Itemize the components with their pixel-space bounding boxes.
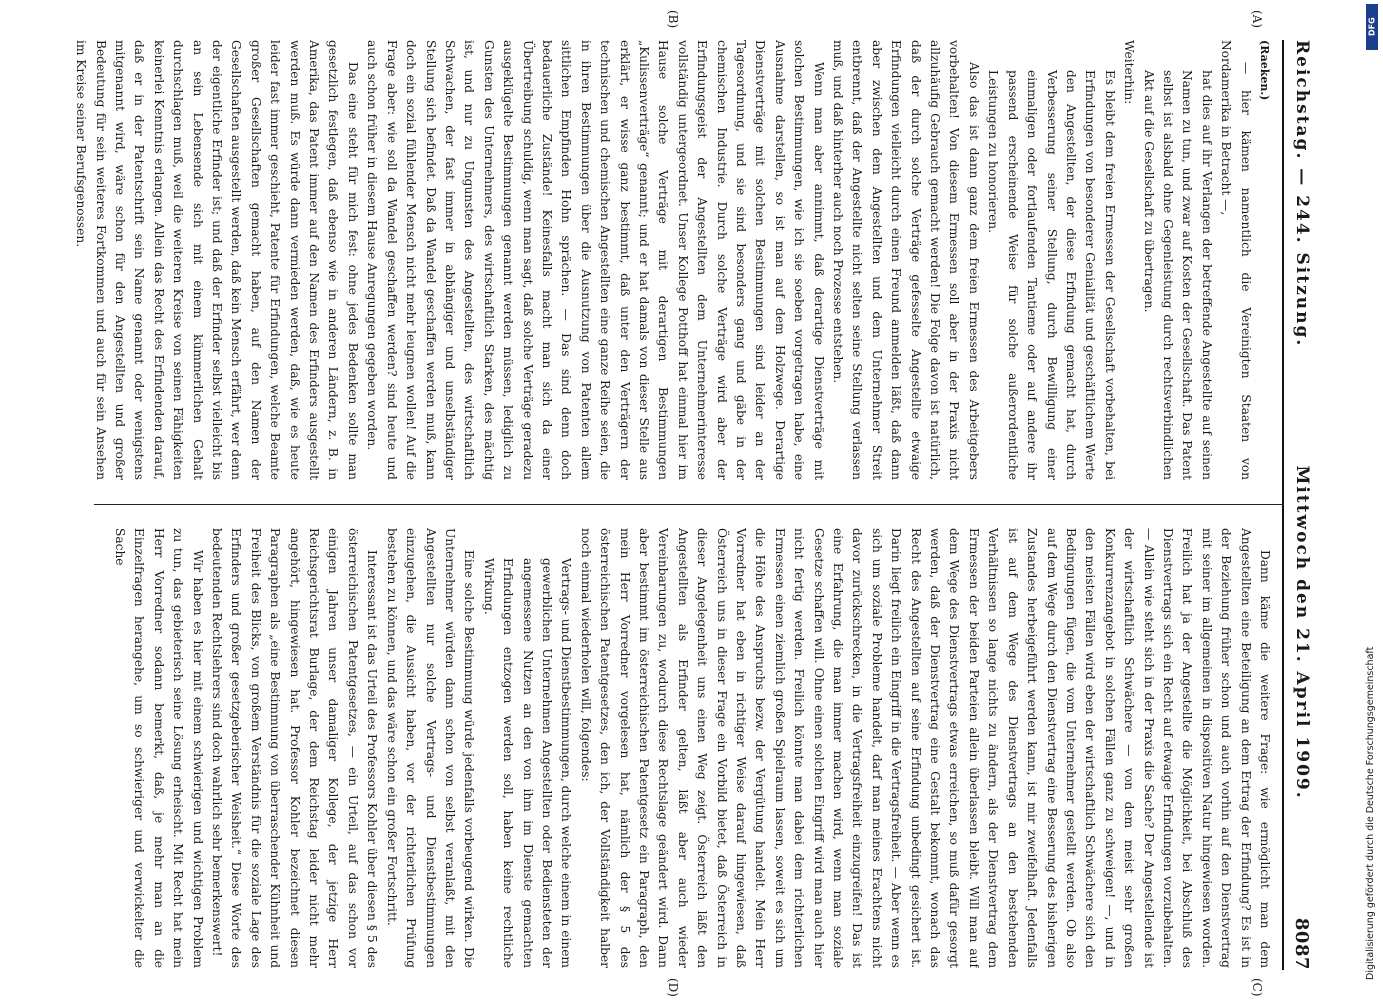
- page-header: [1282, 40, 1320, 970]
- left-paragraph: — hier kämen namentlich die Vereinigten Staaten von Nordamerika in Betracht —,: [1219, 40, 1253, 480]
- digitization-credit: Digitalisierung gefördert durch die Deutsche Forschungsgemeinschaft: [1365, 646, 1376, 980]
- right-paragraph: Eine solche Bestimmung würde jedenfalls vorbeugend wirken. Die Unternehmer würden dann schon von selbst veranlaßt, mit den Angestellten nur solche Vertrags- und Dienstbestimmungen einzugehen, die Aussicht haben, vor der richterlichen Prüfung bestehen zu können, und das wäre schon ein großer Fortschritt.: [384, 528, 477, 968]
- column-rule: [94, 504, 1274, 505]
- right-paragraph: Dann käme die weitere Frage: wie ermöglicht man dem Angestellten eine Beteiligung an dem Ertrag der Erfindung? Es ist in der Beziehung früher schon und auch vorhin auf den Dienstvertrag mit seiner im allgemeinen in dispositiven Natur hingewiesen worden. Freilich hat ja der Angestellte die Möglichkeit, bei Abschluß des Dienstvertrags sich ein Recht auf etwaige Erfindungen vorzubehalten. — Allein wie steht sich in der Praxis die Sache? Der Angestellende ist der wirtschaftlich Schwächere — von dem meist sehr großen Konkurrenzangebot in solchen Fällen ganz zu schweigen! —, und in den meisten Fällen wird eben der wirtschaftlich Schwächere sich den Bedingungen fügen, die vom Unternehmer gestellt werden. Ob also auf dem Wege durch den Dienstvertrag eine Besserung des bisherigen Zustandes herbeigeführt werden kann, ist mir zweifelhaft. Jedenfalls ist auf dem Wege des Dienstvertrags an den bestehenden Verhältnissen so lange nichts zu ändern, als der Dienstvertrag dem Ermessen der beiden Parteien allein überlassen bleibt. Will man auf dem Wege des Dienstvertrags etwas erreichen, so muß dafür gesorgt werden, daß der Dienstvertrag eine Gestalt bekommt, wonach das Recht des Angestellten auf seine Erfindung unbedingt gesichert ist. Darin liegt freilich ein Eingriff in die Vertragsfreiheit. — Aber wenn es sich um soziale Probleme handelt, darf man meines Erachtens nicht davor zurückschrecken, in die Vertragsfreiheit einzugreifen! Das ist eine Erfahrung, die man immer machen wird, wenn man soziale Gesetze schaffen will. Ohne einen solchen Eingriff wird man auch hier nicht fertig werden. Freilich könnte man dabei dem richterlichen Ermessen einen ziemlich großen Spielraum lassen, soweit es sich um die Höhe des Anspruchs bezw. der Vergütung handelt. Mein Herr Vorredner hat eben in richtiger Weise darauf hingewiesen, daß Österreich uns in dieser Frage ein Vorbild bietet, daß Österreich in dieser Angelegenheit uns einen Weg zeigt. Österreich läßt den Angestellten als Erfinder gelten, läßt aber auch wieder Vereinbarungen zu, wodurch diese Rechtslage geändert wird. Dann aber bestimmt im österreichischen Patentgesetz ein Paragraph, den mein Herr Vorredner vorgelesen hat, nämlich der § 5 des österreichischen Patentgesetzes, den ich, der Vollständigkeit halber noch einmal wiederholen will, folgendes:: [578, 528, 1272, 968]
- left-paragraph: Das eine steht für mich fest: ohne jedes Bedenken sollte man gesetzlich festlegen, daß ebenso wie in anderen Ländern, z. B. in Amerika, das Patent immer auf den Namen des Erfinders ausgestellt werden muß. Es würde dann vermieden werden, daß, wie es heute leider fast immer geschieht, Patente für Erfindungen, welche Beamte großer Gesellschaften gemacht haben, auf den Namen der Gesellschaften ausgestellt werden, daß kein Mensch erfährt, wer denn der eigentliche Erfinder ist; und daß der Erfinder selbst vielleicht bis an sein Lebensende sich mit einem kümmerlichen Gehalt durchschlagen muß, weil die weiteren Kreise von seinen Fähigkeiten keinerlei Kenntnis erlangen. Allein das Recht des Erfindenden darauf, daß er in der Patentschrift sein Name genannt oder wenigstens mitgenannt wird, wäre schon für den Angestellten und großer Bedeutung für sein weiteres Fortkommen und auch für sein Ansehen im Kreise seiner Berufsgenossen.: [74, 40, 360, 480]
- right-paragraph: Interessant ist das Urteil des Professors Kohler über diesen § 5 des österreichischen Patentgesetzes, — ein Urteil, auf das schon vor einigen Jahren unser damaliger Kollege, der jetzige Herr Reichsgerichtsrat Burlage, der dem Reichstag leider nicht mehr angehört, hingewiesen hat. Professor Kohler bezeichnet diesen Paragraphen als „eine Bestimmung von überraschender Kühnheit und Freiheit des Blicks, von großem Verständnis für die soziale Lage des Erfinders und großer gesetzgeberischer Weisheit.“ Diese Worte des bedeutenden Rechtslehrers sind doch wahrlich sehr bemerkenswert!: [210, 528, 380, 968]
- speaker-label: (Raeken.): [1258, 40, 1271, 101]
- dfg-logo: DFG: [1366, 4, 1378, 50]
- left-paragraph: Weiterhin:: [1122, 40, 1137, 105]
- page-number: 8087: [1291, 917, 1313, 970]
- right-paragraph: Wir haben es hier mit einem schwierigen und wichtigen Problem zu tun, das gebieterisch seine Lösung erheischt. Mit Recht hat mein Herr Vorredner sodann bemerkt, daß, je mehr man an die Einzelfragen herangehe, um so schwieriger und verwickelter die Sache: [113, 528, 205, 968]
- right-column: [74, 528, 1274, 968]
- left-paragraph: Also das ist dann ganz dem freien Ermessen des Arbeitgebers vorbehalten! Von diesem Ermessen soll aber in der Praxis nicht allzuhäufig Gebrauch gemacht werden! Die Folge davon ist natürlich, daß der durch solche Verträge gefesselte Angestellte etwaige Erfindungen vielleicht durch einen Freund anmelden läßt, daß dann aber zwischen dem Angestellten und dem Unternehmer Streit entbrennt, daß der Angestellte nicht selten seine Stellung verlassen muß, und daß hinterher auch noch Prozesse entstehen.: [831, 40, 981, 480]
- right-paragraph-quote: Vertrags- und Dienstbestimmungen, durch welche einem in einem gewerblichen Unternehmen Angestellten oder Bediensteten der angemessene Nutzen an den von ihm im Dienste gemachten Erfindungen entzogen werden soll, haben keine rechtliche Wirkung.: [481, 558, 574, 968]
- left-paragraph: Es bleibt dem freien Ermessen der Gesellschaft vorbehalten, bei Erfindungen von besonderer Genialität und geschäftlichem Werte den Angestellten, der diese Erfindung gemacht hat, durch Verbesserung seiner Stellung, durch Bewilligung einer einmaligen oder fortlaufenden Tantieme oder auf andere ihr passend erscheinende Weise für solche außerordentliche Leistungen zu honorieren.: [986, 70, 1117, 480]
- credit-strip: [1363, 20, 1379, 980]
- margin-mark-d: (D): [666, 978, 680, 997]
- left-column: [74, 40, 1274, 480]
- margin-mark-a: (A): [1250, 10, 1264, 29]
- column-rule-top: [1274, 504, 1284, 505]
- margin-mark-b: (B): [666, 10, 680, 29]
- header-date: Mittwoch den 21. April 1909.: [1292, 465, 1312, 800]
- header-session-title: Reichstag. — 244. Sitzung.: [1292, 40, 1312, 348]
- margin-mark-c: (C): [1250, 978, 1264, 997]
- left-paragraph: Wenn man aber annimmt, daß derartige Dienstverträge mit solchen Bestimmungen, wie ich sie soeben vorgetragen habe, eine Ausnahme darstellen, so ist man auf dem Holzwege. Derartige Dienstverträge mit solchen Bestimmungen sind leider an der Tagesordnung, und sie sind besonders gang und gäbe in der chemischen Industrie. Durch solche Verträge wird aber der Erfindungsgeist der Angestellten dem Unternehmerinteresse vollständig untergeordnet. Unser Kollege Potthoff hat einmal hier im Hause solche Verträge mit derartigen Bestimmungen „Kulissenverträge“ genannt; und er hat damals von dieser Stelle aus erklärt, er wisse ganz bestimmt, daß unter den Verträgern der technischen und chemischen Angestellten eine ganze Reihe seien, die in ihren Bestimmungen über die Ausnutzung von Patenten allem sittlichen Empfinden Hohn sprächen. — Das sind denn doch bedauerliche Zustände! Keinesfalls macht man sich da einer Übertreibung schuldig, wenn man sagt, daß solche Verträge geradezu ausgeklügelte Bestimmungen genannt werden müssen, lediglich zu Gunsten des Unternehmers, des wirtschaftlich Starken, des mächtig ist, und nur zu Ungunsten des Angestellten, des wirtschaftlich Schwachen, der fast immer in abhängiger und unselbständiger Stellung sich befindet. Daß da Wandel geschaffen werden muß, kann doch ein sozial fühlender Mensch nicht mehr leugnen wollen! Auf die Frage aber: wie soll da Wandel geschaffen werden? sind heute und auch schon früher in diesem Hause Anregungen gegeben worden.: [365, 40, 826, 480]
- rotated-newspaper-sheet: [70, 10, 1320, 997]
- left-paragraph: hat dies auf ihr Verlangen der betreffende Angestellte auf seinen Namen zu tun, und zwar auf Kosten der Gesellschaft. Das Patent selbst ist alsbald ohne Gegenleistung durch rechtsverbindlichen Akt auf die Gesellschaft zu übertragen.: [1141, 70, 1214, 480]
